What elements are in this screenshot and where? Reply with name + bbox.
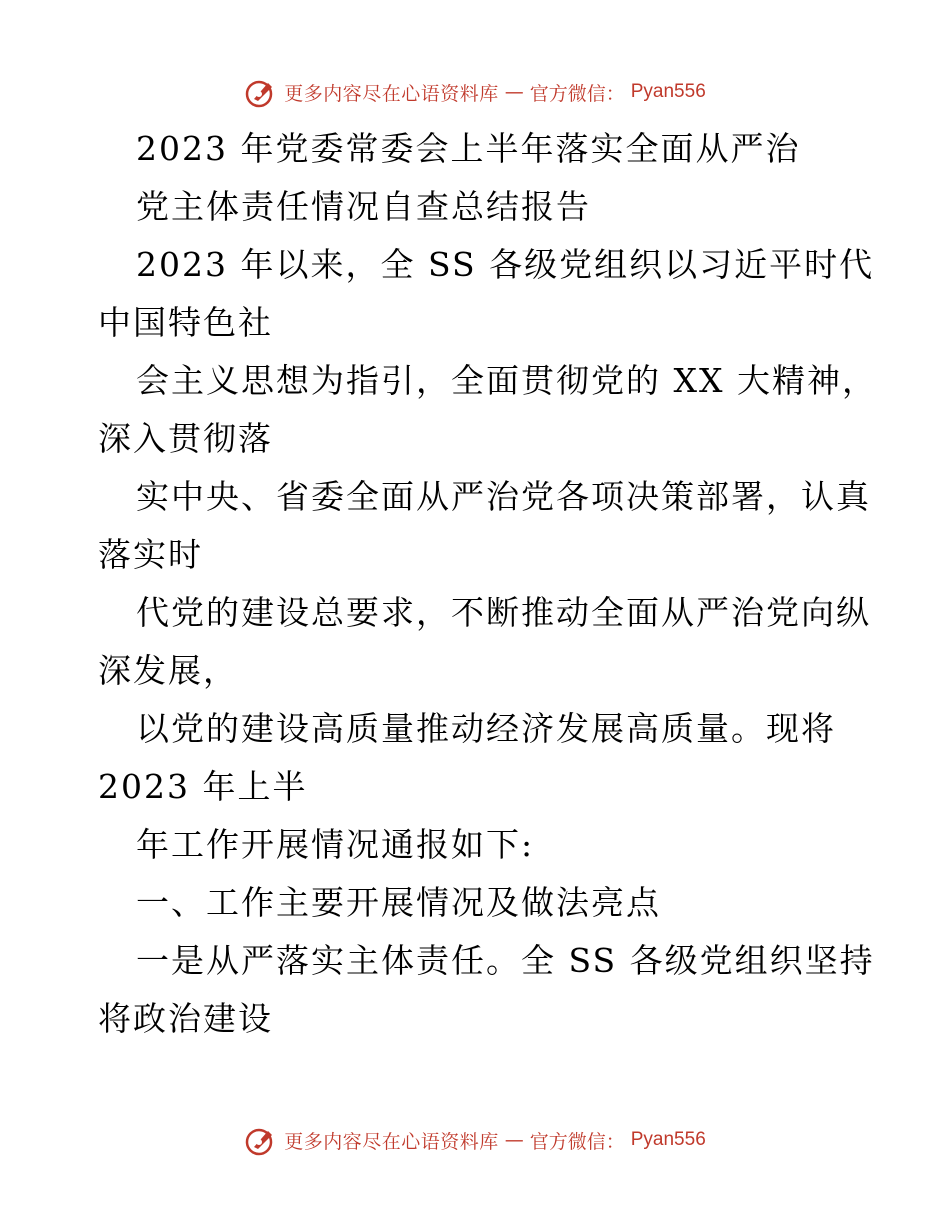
doc-text-line: 中国特色社 xyxy=(98,303,273,342)
doc-title-line-2: 党主体责任情况自查总结报告 xyxy=(136,187,591,226)
doc-text-line: 深入贯彻落 xyxy=(98,419,273,458)
document-body xyxy=(98,120,877,1048)
watermark-footer xyxy=(0,1120,950,1160)
doc-text-line: 实中央、省委全面从严治党各项决策部署，认真 xyxy=(136,477,871,516)
watermark-contact-id: Pyan556 xyxy=(630,81,706,102)
watermark-contact-label: 官方微信： xyxy=(529,1130,625,1153)
watermark-dash: — xyxy=(504,81,524,103)
pen-nib-circle-icon xyxy=(244,75,278,109)
doc-text-line: 落实时 xyxy=(98,535,203,574)
doc-text-line: 将政治建设 xyxy=(98,999,273,1038)
pen-nib-circle-icon xyxy=(244,1123,278,1157)
doc-section-heading: 一、工作主要开展情况及做法亮点 xyxy=(136,883,661,922)
watermark-contact-id: Pyan556 xyxy=(630,1129,706,1150)
watermark-dash: — xyxy=(504,1129,524,1151)
doc-text-line: 年工作开展情况通报如下: xyxy=(136,825,535,864)
doc-text-line: 深发展， xyxy=(98,651,238,690)
watermark-contact-label: 官方微信： xyxy=(529,82,625,105)
doc-text-line: 以党的建设高质量推动经济发展高质量。现将 xyxy=(136,709,836,748)
doc-text-line: 2023 年上半 xyxy=(98,767,308,806)
watermark-site-text: 更多内容尽在心语资料库 xyxy=(284,1130,499,1153)
doc-text-line: 代党的建设总要求，不断推动全面从严治党向纵 xyxy=(136,593,871,632)
doc-text-line: 2023 年以来，全 SS 各级党组织以习近平时代 xyxy=(136,245,875,284)
watermark-header xyxy=(0,72,950,112)
watermark-site-text: 更多内容尽在心语资料库 xyxy=(284,82,499,105)
doc-text-line: 会主义思想为指引，全面贯彻党的 XX 大精神， xyxy=(136,361,877,400)
doc-title-line-1: 2023 年党委常委会上半年落实全面从严治 xyxy=(136,129,801,168)
doc-text-line: 一是从严落实主体责任。全 SS 各级党组织坚持 xyxy=(136,941,875,980)
